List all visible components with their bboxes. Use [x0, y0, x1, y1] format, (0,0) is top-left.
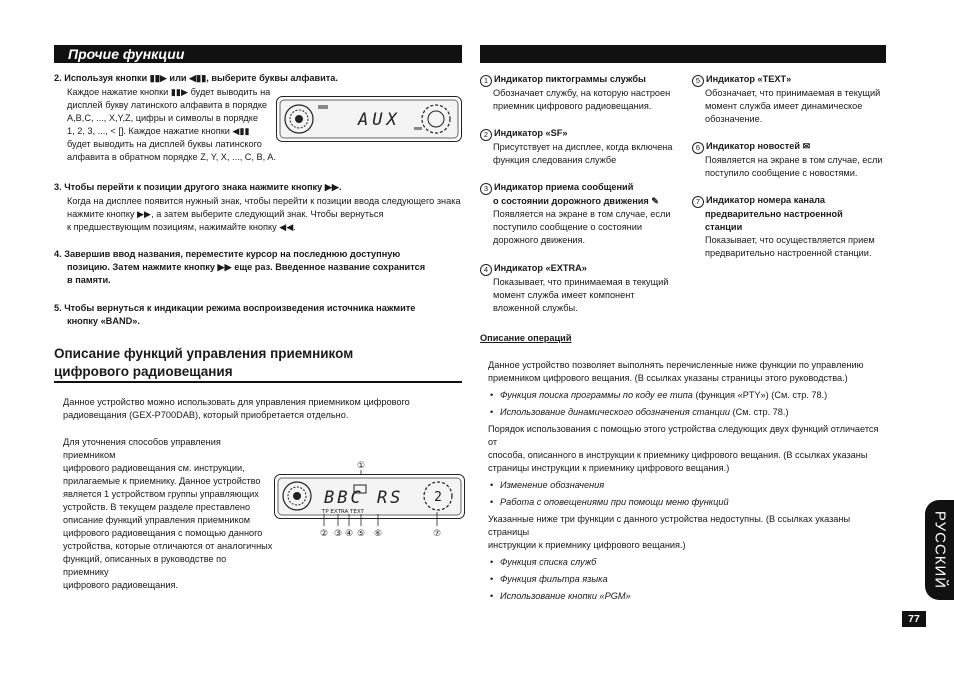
callout-4: ④: [344, 529, 354, 539]
step3-text: Когда на дисплее появится нужный знак, чтобы перейти к позиции ввода следующего знака нажмите кнопку ▶▶, а затем выберите следующий знак. Чтобы вернуться к предшествующим позициям, нажимайте кнопку ◀◀.: [67, 196, 461, 232]
heading-rule: [54, 381, 462, 383]
step2-text: Каждое нажатие кнопки ▮▮▶ будет выводить на дисплей букву латинского алфавита в порядке A,B,C, ..., X,Y,Z, цифры и символы в порядке 1, 2, 3, ..., < []. Каждое нажатие кнопки ◀▮▮ будет выводить на дисплей буквы латинского алфавита в обратном порядке Z, Y, X, ..., C, B, A.: [67, 87, 276, 162]
language-tab: [925, 500, 954, 600]
indicator-number: 2: [480, 129, 492, 141]
step4-text: 4. Завершив ввод названия, переместите курсор на последнюю доступную позицию. Затем нажмите кнопку ▶▶ еще раз. Введенное название сохранится в памяти.: [54, 249, 426, 285]
right-section-bar: [480, 45, 886, 63]
dab-intro: Данное устройство можно использовать для управления приемником цифрового радиовещания (GEX-P700DAB), который приобретается отдельно.: [63, 397, 410, 420]
ops-body: Данное устройство позволяет выполнять перечисленные ниже функции по управлению приемником цифрового вещания. (В ссылках указаны страницы этого руководства.) • Функция поиска программы по коду ее типа (функция «PTY») (См. стр. 78.) • Использование динамического обозначения станции (См. стр. 78.) Порядок использования с помощью этого устройства следующих двух функций отличается от способа, описанного в инструкции к приемнику цифрового вещания. (В ссылках указаны страницы инструкции к приемнику цифрового вещания.) • Изменение обозначения • Работа с оповещениями при помощи меню функций Указанные ниже три функции с данного устройства недоступны. (В ссылках указаны страницы инструкции к приемнику цифрового вещания.) • Функция списка служб • Функция фильтра языка • Использование кнопки «PGM»: [488, 359, 888, 603]
indicator-1: 1 Индикатор пиктограммы службы Обозначает службу, на которую настроен приемник цифрового радиовещания.: [480, 73, 680, 113]
callout-1: ①: [356, 461, 366, 471]
lcd2-text: BBC RS: [324, 488, 404, 508]
section-title: Прочие функции: [68, 46, 185, 62]
dab-paragraph: Для уточнения способов управления приемником цифрового радиовещания см. инструкции, прилагаемые к приемнику. Данное устройство является 1 устройством группы управляющих устройств. В текущем разделе преставлено описание функций управления приемником цифрового радиовещания с помощью данного устройства, которые отличаются от аналогичных функций, описанных в руководстве по приемнику цифрового радиовещания.: [63, 437, 273, 590]
callout-3: ③: [333, 529, 343, 539]
page-number: 77: [902, 611, 926, 627]
callout-7: ⑦: [432, 529, 442, 539]
indicator-number: 1: [480, 75, 492, 87]
svg-text:2: 2: [434, 490, 442, 505]
language-label: РУССКИЙ: [931, 510, 948, 590]
indicator-number: 5: [692, 75, 704, 87]
step2-title: 2. Используя кнопки ▮▮▶ или ◀▮▮, выберите буквы алфавита.: [54, 73, 338, 83]
indicator-number: 6: [692, 142, 704, 154]
lcd-display-dab: [274, 456, 466, 542]
step5-text: 5. Чтобы вернуться к индикации режима воспроизведения источника нажмите кнопку «BAND».: [54, 303, 416, 326]
lcd1-text: AUX: [358, 110, 401, 130]
indicator-6: 6 Индикатор новостей ✉ Появляется на экране в том случае, если поступило сообщение с новостями.: [692, 140, 892, 180]
indicator-2: 2 Индикатор «SF» Присутствует на дисплее, когда включена функция следования службе: [480, 127, 680, 167]
step3-title: 3. Чтобы перейти к позиции другого знака нажмите кнопку ▶▶.: [54, 182, 342, 192]
indicator-number: 4: [480, 264, 492, 276]
dab-heading: Описание функций управления приемником цифрового радиовещания: [54, 346, 354, 379]
indicator-5: 5 Индикатор «TEXT» Обозначает, что принимаемая в текущий момент служба имеет динамическое обозначение.: [692, 73, 892, 126]
traffic-icon: ✎: [651, 196, 660, 206]
left-section-bar: [54, 45, 462, 63]
lcd-display-aux: [276, 96, 462, 142]
ops-title: Описание операций: [480, 333, 572, 343]
indicator-number: 7: [692, 196, 704, 208]
callout-2: ②: [319, 529, 329, 539]
news-icon: ✉: [802, 141, 811, 151]
indicator-7: 7 Индикатор номера канала предварительно настроенной станции Показывает, что осуществляется прием предварительно настроенной станции.: [692, 194, 892, 260]
callout-5: ⑤: [356, 529, 366, 539]
indicator-number: 3: [480, 183, 492, 195]
indicator-4: 4 Индикатор «EXTRA» Показывает, что принимаемая в текущий момент служба имеет компонент вложенной службы.: [480, 262, 680, 315]
indicator-3: 3 Индикатор приема сообщений о состоянии дорожного движения ✎ Появляется на экране в том случае, если поступило сообщение о состоянии дорожного движения.: [480, 181, 680, 247]
callout-6: ⑥: [373, 529, 383, 539]
lcd2-small-text: TP EXTRA TEXT: [322, 509, 364, 515]
